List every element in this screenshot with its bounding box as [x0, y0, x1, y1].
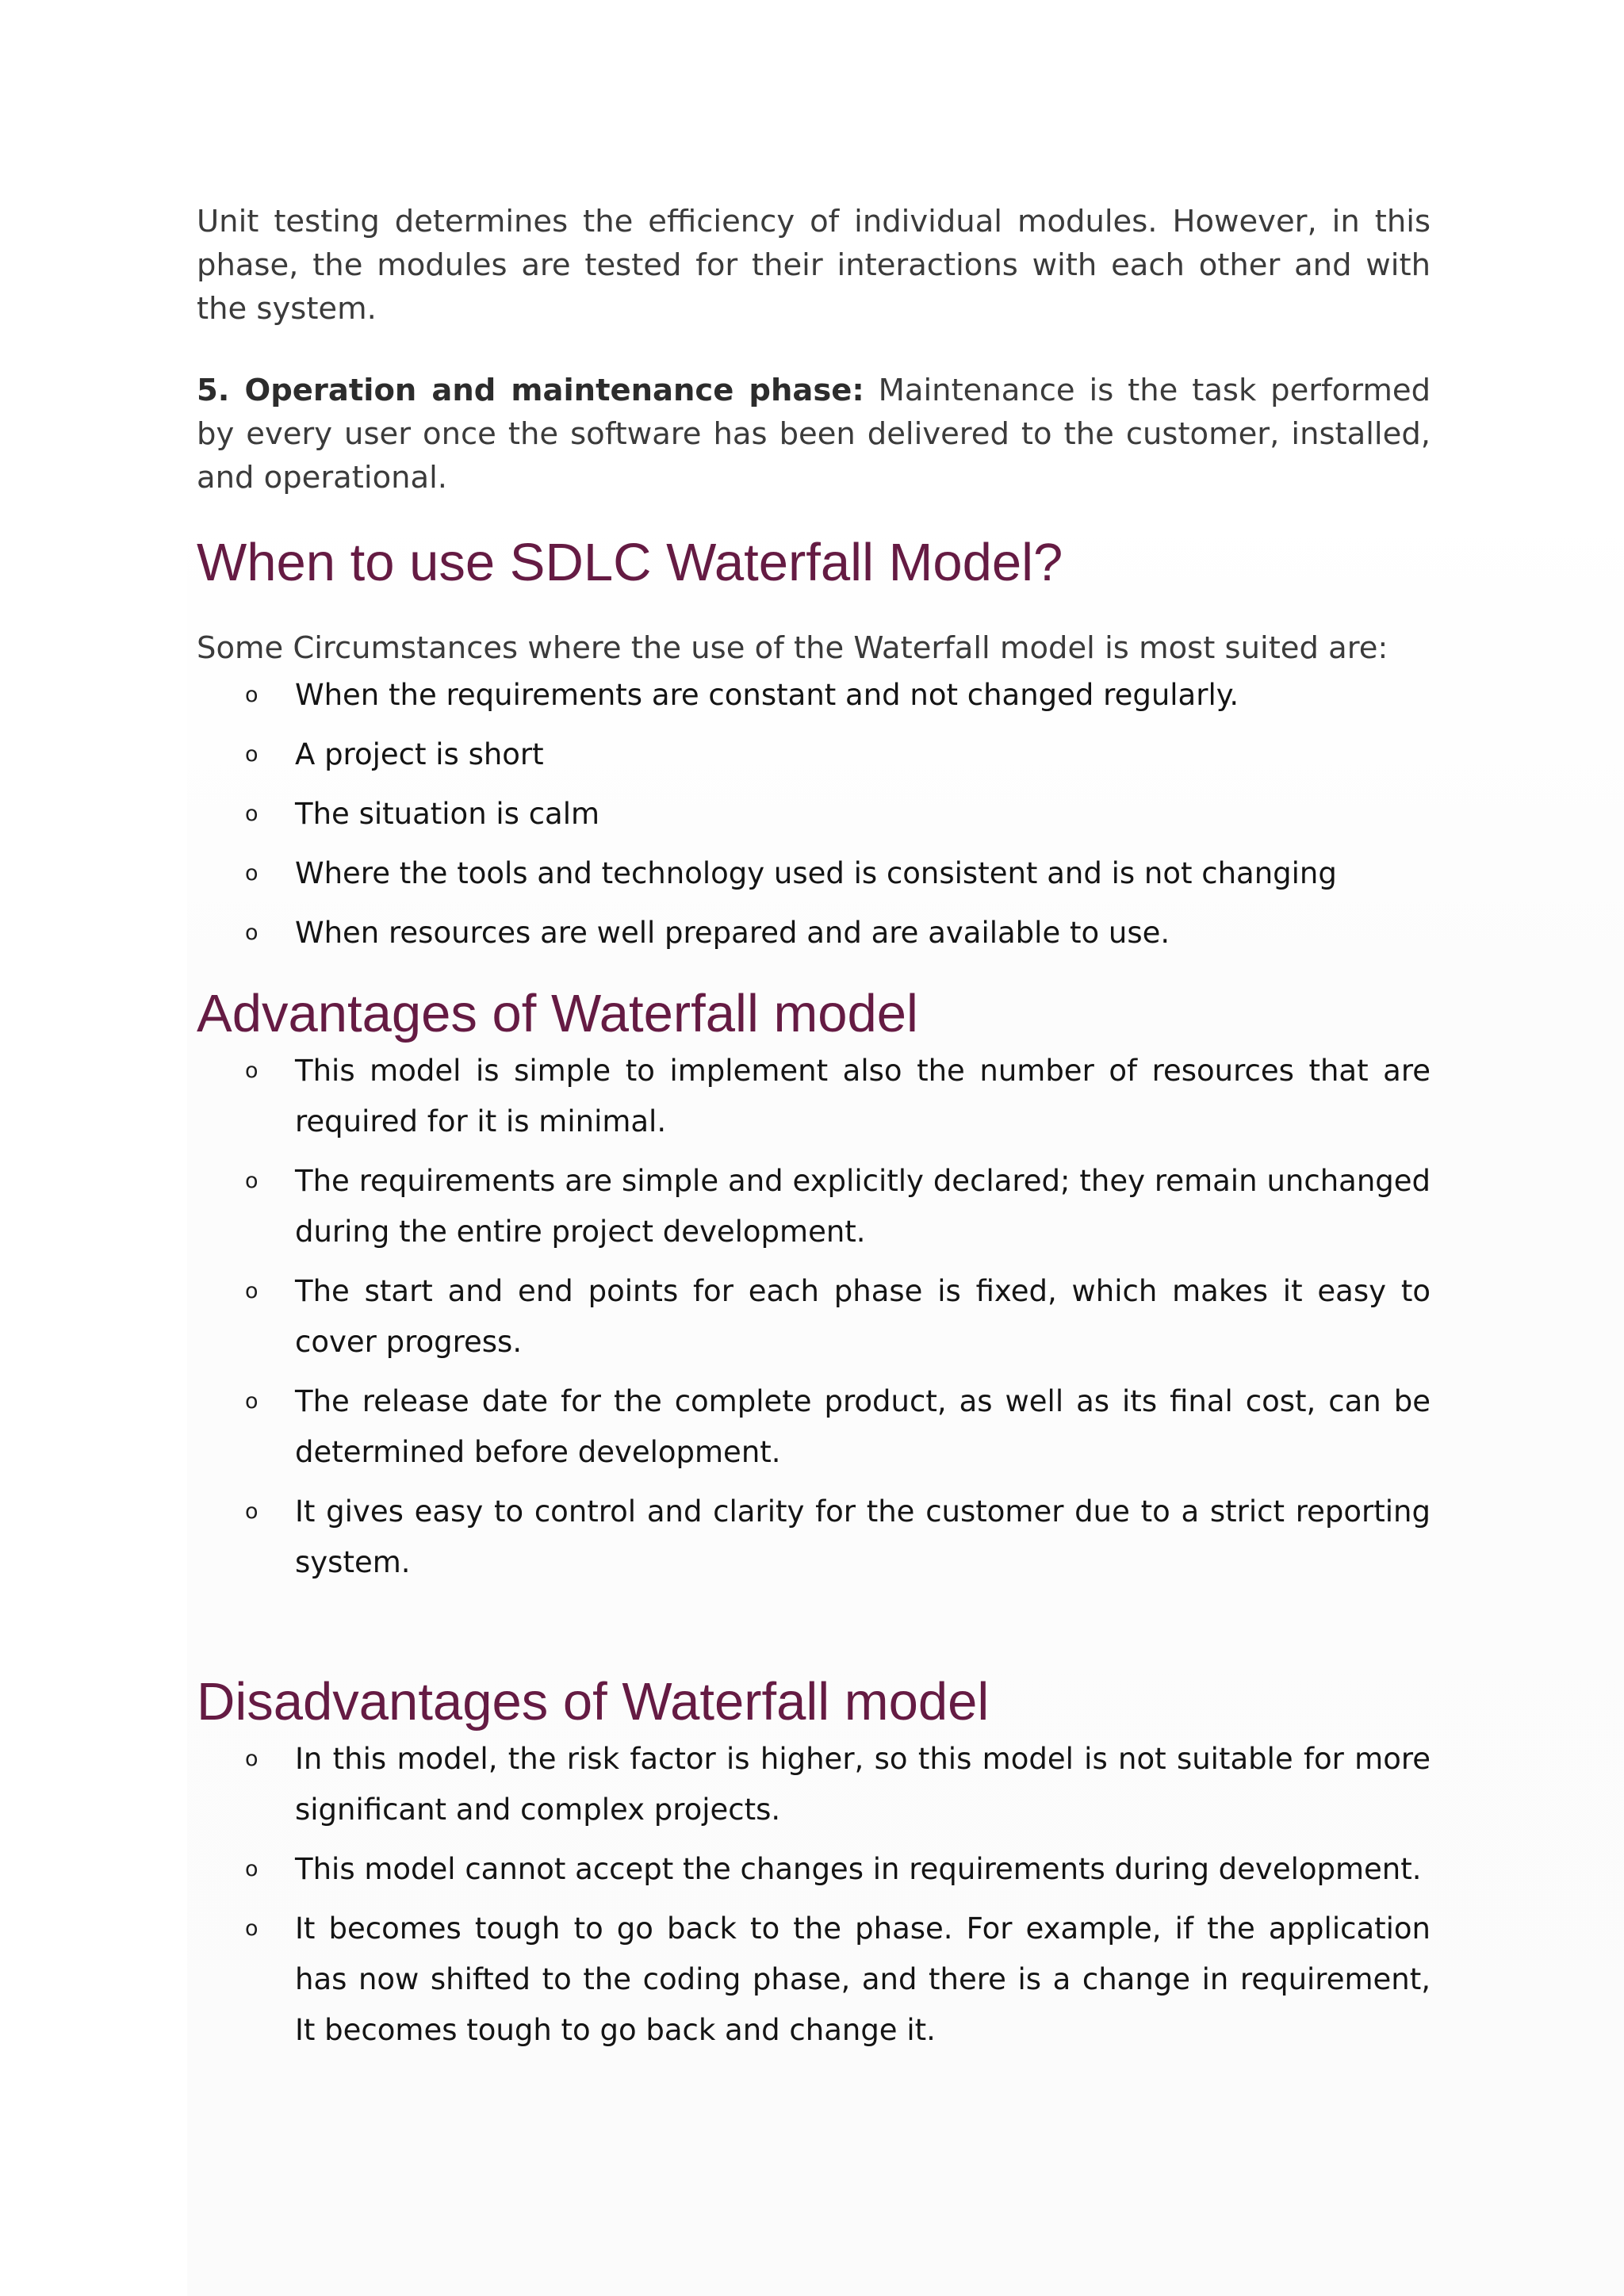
list-item-text: It gives easy to control and clarity for the customer due to a strict reporting system. [295, 1494, 1431, 1579]
list-item [197, 908, 1431, 959]
list-item [197, 789, 1431, 840]
bullet-icon: o [245, 683, 259, 707]
list-item [197, 1904, 1431, 2056]
maintenance-label: 5. Operation and maintenance phase: [197, 373, 864, 408]
bullet-icon: o [245, 1279, 259, 1303]
list-item-text: When the requirements are constant and not changed regularly. [295, 678, 1239, 712]
bullet-icon: o [245, 742, 259, 767]
list-item [197, 670, 1431, 721]
when-to-use-heading: When to use SDLC Waterfall Model? [197, 533, 1063, 592]
list-item-text: The start and end points for each phase is fixed, which makes it easy to cover progress. [295, 1274, 1431, 1359]
when-list [197, 670, 1431, 959]
list-item [197, 1844, 1431, 1895]
list-item-text: This model is simple to implement also the number of resources that are required for it is minimal. [295, 1054, 1431, 1138]
list-item-text: This model cannot accept the changes in requirements during development. [295, 1852, 1422, 1886]
list-item-text: Where the tools and technology used is consistent and is not changing [295, 856, 1337, 890]
list-item-text: The requirements are simple and explicitly declared; they remain unchanged during the entire project development. [295, 1164, 1431, 1249]
list-item-text: A project is short [295, 737, 544, 771]
integration-paragraph: Unit testing determines the efficiency of individual modules. However, in this phase, the modules are tested for their interactions with each other and with the system. [197, 204, 1431, 327]
list-item-text: It becomes tough to go back to the phase. For example, if the application has now shifted to the coding phase, and there is a change in requirement, It becomes tough to go back and change it. [295, 1911, 1431, 2047]
bullet-icon: o [245, 1389, 259, 1414]
advantages-heading: Advantages of Waterfall model [197, 984, 918, 1043]
document-content [197, 200, 1431, 2064]
bullet-icon: o [245, 1058, 259, 1083]
list-item [197, 1487, 1431, 1588]
list-item [197, 1046, 1431, 1147]
list-item [197, 1734, 1431, 1835]
list-item-text: In this model, the risk factor is higher, so this model is not suitable for more significant and complex projects. [295, 1742, 1431, 1827]
bullet-icon: o [245, 1169, 259, 1193]
bullet-icon: o [245, 1857, 259, 1881]
list-item [197, 729, 1431, 780]
bullet-icon: o [245, 861, 259, 886]
bullet-icon: o [245, 1499, 259, 1524]
list-item [197, 1156, 1431, 1257]
disadvantages-heading: Disadvantages of Waterfall model [197, 1672, 990, 1732]
bullet-icon: o [245, 1916, 259, 1941]
bullet-icon: o [245, 920, 259, 945]
bullet-icon: o [245, 1747, 259, 1771]
when-intro-paragraph: Some Circumstances where the use of the Waterfall model is most suited are: [197, 630, 1388, 666]
maintenance-paragraph [197, 369, 1431, 499]
list-item-text: When resources are well prepared and are available to use. [295, 916, 1170, 950]
list-item [197, 848, 1431, 899]
list-item [197, 1376, 1431, 1478]
advantages-list [197, 1046, 1431, 1588]
disadvantages-list [197, 1734, 1431, 2056]
bullet-icon: o [245, 802, 259, 826]
list-item [197, 1266, 1431, 1368]
list-item-text: The situation is calm [295, 797, 600, 831]
maintenance-text: Maintenance is the task performed by every user once the software has been delivered to the customer, installed, and operational. [197, 373, 1431, 496]
list-item-text: The release date for the complete product, as well as its final cost, can be determined before development. [295, 1384, 1431, 1469]
